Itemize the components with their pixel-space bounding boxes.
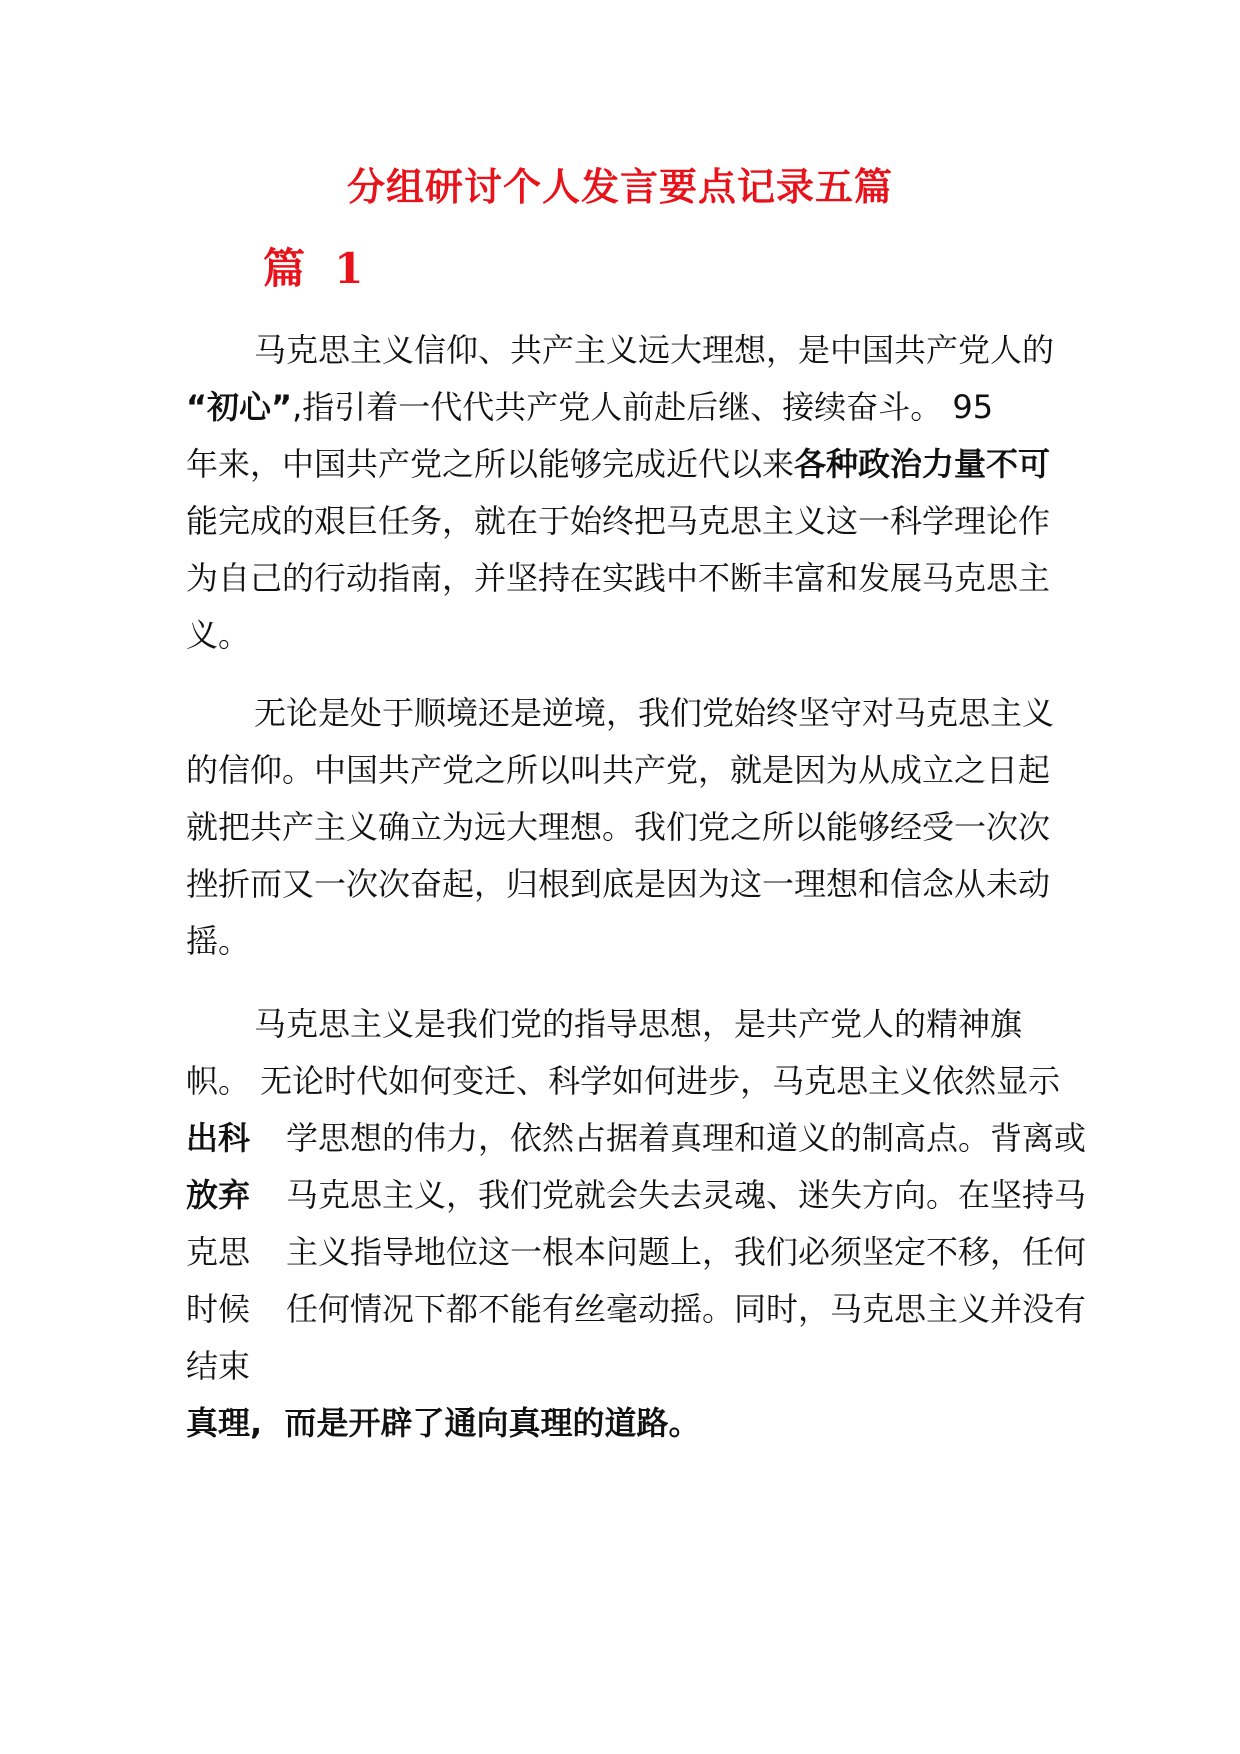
paragraph-3 bbox=[186, 996, 1086, 1452]
line-text: 年来，中国共产党之所以能够完成近代以来 bbox=[186, 445, 795, 483]
quoted-term: “初心” bbox=[186, 388, 293, 426]
bold-fragment: 出科 bbox=[186, 1119, 251, 1157]
line-text: 任何情况下都不能有丝毫动摇。同时，马克思主义并没有 bbox=[286, 1290, 1087, 1328]
paragraph-line: 的信仰。中国共产党之所以叫共产党，就是因为从成立之日起 bbox=[186, 751, 1051, 789]
paragraph-line bbox=[186, 1281, 1086, 1338]
bold-phrase: 各种政治力量不可 bbox=[794, 445, 1051, 483]
line-text: 主义指导地位这一根本问题上，我们必须坚定不移，任何 bbox=[286, 1233, 1087, 1271]
paragraph-line: 帜。 无论时代如何变迁、科学如何进步，马克思主义依然显示 bbox=[186, 1062, 1061, 1100]
paragraph-line bbox=[186, 379, 1054, 436]
paragraph-2 bbox=[186, 685, 1054, 970]
paragraph-line: 马克思主义是我们党的指导思想，是共产党人的精神旗 bbox=[254, 1005, 1023, 1043]
paragraph-line bbox=[186, 1167, 1086, 1224]
paragraph-line bbox=[186, 1395, 1086, 1452]
section-heading: 篇 1 bbox=[263, 244, 364, 293]
document-title: 分组研讨个人发言要点记录五篇 bbox=[346, 164, 893, 209]
bold-fragment: 放弃 bbox=[186, 1176, 251, 1214]
line-text: , 而是开辟了通向真理的道路。 bbox=[250, 1404, 701, 1442]
paragraph-line bbox=[186, 1110, 1086, 1167]
paragraph-line: 马克思主义信仰、共产主义远大理想，是中国共产党人的 bbox=[254, 331, 1055, 369]
line-text: 马克思主义，我们党就会失去灵魂、迷失方向。在坚持马 bbox=[286, 1176, 1087, 1214]
paragraph-1 bbox=[186, 322, 1054, 664]
paragraph-line: 无论是处于顺境还是逆境，我们党始终坚守对马克思主义 bbox=[254, 694, 1055, 732]
paragraph-line: 挫折而又一次次奋起，归根到底是因为这一理想和信念从未动 bbox=[186, 865, 1051, 903]
bold-fragment: 真理 bbox=[186, 1404, 251, 1442]
paragraph-line: 义。 bbox=[186, 616, 251, 654]
line-text: 学思想的伟力，依然占据着真理和道义的制高点。背离或 bbox=[286, 1119, 1087, 1157]
line-fragment: 时候 bbox=[186, 1290, 251, 1328]
paragraph-line: 就把共产主义确立为远大理想。我们党之所以能够经受一次次 bbox=[186, 808, 1051, 846]
paragraph-line: 能完成的艰巨任务，就在于始终把马克思主义这一科学理论作 bbox=[186, 502, 1051, 540]
paragraph-line: 结束 bbox=[186, 1347, 251, 1385]
paragraph-line: 摇。 bbox=[186, 922, 251, 960]
paragraph-line bbox=[186, 436, 1054, 493]
paragraph-line: 为自己的行动指南，并坚持在实践中不断丰富和发展马克思主 bbox=[186, 559, 1051, 597]
paragraph-line bbox=[186, 1224, 1086, 1281]
line-text: ,指引着一代代共产党人前赴后继、接续奋斗。 95 bbox=[292, 388, 994, 426]
line-fragment: 克思 bbox=[186, 1233, 251, 1271]
